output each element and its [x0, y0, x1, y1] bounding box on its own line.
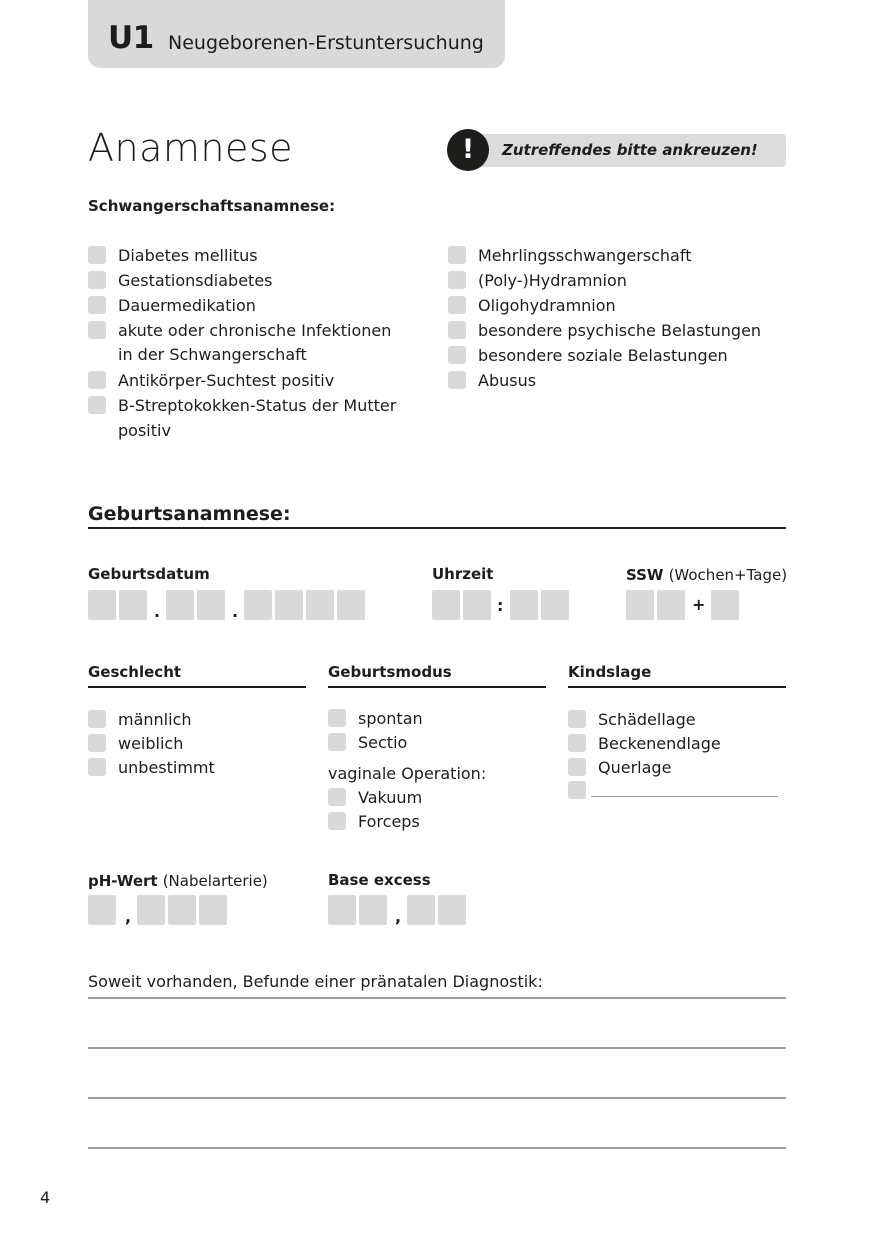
- checkbox-oligohydramnion[interactable]: [448, 295, 788, 320]
- time-hour-digit-1[interactable]: [432, 590, 460, 620]
- checkbox-label: Diabetes mellitus: [118, 246, 258, 265]
- date-month-digit-1[interactable]: [166, 590, 194, 620]
- checkbox-label: Dauermedikation: [118, 296, 256, 315]
- ssw-label-group: [626, 565, 787, 584]
- checkbox-label: (Poly-)Hydramnion: [478, 271, 627, 290]
- checkbox-psychological-stress[interactable]: [448, 320, 788, 345]
- checkbox-box[interactable]: [88, 371, 106, 389]
- ssw-weeks-digit-1[interactable]: [626, 590, 654, 620]
- vaginal-operation-label: vaginale Operation:: [328, 764, 487, 783]
- base-excess-label: Base excess: [328, 871, 431, 889]
- checkbox-label-continued: in der Schwangerschaft: [118, 345, 307, 364]
- checkbox-label: Abusus: [478, 371, 537, 390]
- time-separator: :: [497, 596, 504, 615]
- checkbox-box[interactable]: [448, 271, 466, 289]
- checkbox-label: Beckenendlage: [598, 734, 721, 753]
- date-day-digit-1[interactable]: [88, 590, 116, 620]
- checkbox-caesarean[interactable]: [328, 732, 538, 757]
- checkbox-box[interactable]: [328, 709, 346, 727]
- birth-history-label: Geburtsanamnese:: [88, 503, 291, 525]
- checkbox-label: Antikörper-Suchtest positiv: [118, 371, 335, 390]
- sex-label: Geschlecht: [88, 663, 182, 681]
- checkbox-label: Querlage: [598, 758, 672, 777]
- prenatal-diagnostics-label: Soweit vorhanden, Befunde einer pränatalen Diagnostik:: [88, 972, 543, 991]
- checkbox-male[interactable]: [88, 709, 298, 734]
- checkbox-box[interactable]: [88, 758, 106, 776]
- checkbox-b-streptococci[interactable]: [88, 395, 428, 420]
- instruction-text: Zutreffendes bitte ankreuzen!: [502, 141, 758, 159]
- ph-sublabel: (Nabelarterie): [162, 872, 268, 890]
- checkbox-label: Vakuum: [358, 788, 423, 807]
- checkbox-other-position[interactable]: [568, 781, 586, 799]
- checkbox-box[interactable]: [88, 296, 106, 314]
- checkbox-box[interactable]: [568, 758, 586, 776]
- date-day-digit-2[interactable]: [119, 590, 147, 620]
- checkbox-transverse[interactable]: [568, 757, 778, 782]
- checkbox-label: unbestimmt: [118, 758, 215, 777]
- form-code: U1: [108, 20, 154, 56]
- ssw-days-digit[interactable]: [711, 590, 739, 620]
- time-minute-digit-1[interactable]: [510, 590, 538, 620]
- ssw-weeks-digit-2[interactable]: [657, 590, 685, 620]
- prenatal-line-3[interactable]: [88, 1097, 786, 1099]
- ph-label-group: [88, 871, 268, 890]
- checkbox-box[interactable]: [568, 710, 586, 728]
- date-year-digit-4[interactable]: [337, 590, 365, 620]
- checkbox-cephalic[interactable]: [568, 709, 778, 734]
- ph-digit-1[interactable]: [88, 895, 116, 925]
- other-position-field[interactable]: [591, 796, 778, 797]
- checkbox-label: männlich: [118, 710, 192, 729]
- checkbox-breech[interactable]: [568, 733, 778, 758]
- sex-divider: [88, 686, 306, 688]
- date-year-digit-3[interactable]: [306, 590, 334, 620]
- ph-digit-4[interactable]: [199, 895, 227, 925]
- time-label: Uhrzeit: [432, 565, 494, 583]
- checkbox-spontaneous[interactable]: [328, 708, 538, 733]
- ph-digit-3[interactable]: [168, 895, 196, 925]
- time-hour-digit-2[interactable]: [463, 590, 491, 620]
- exclamation-icon: !: [447, 129, 489, 171]
- ssw-label: SSW: [626, 566, 664, 584]
- child-position-label: Kindslage: [568, 663, 652, 681]
- birth-mode-label: Geburtsmodus: [328, 663, 452, 681]
- checkbox-box[interactable]: [88, 734, 106, 752]
- checkbox-label: Oligohydramnion: [478, 296, 616, 315]
- checkbox-box[interactable]: [88, 271, 106, 289]
- base-excess-digit-1[interactable]: [328, 895, 356, 925]
- form-title: Neugeborenen-Erstuntersuchung: [168, 32, 484, 54]
- date-month-digit-2[interactable]: [197, 590, 225, 620]
- prenatal-line-2[interactable]: [88, 1047, 786, 1049]
- base-excess-decimal-separator: ,: [395, 907, 402, 926]
- checkbox-box[interactable]: [448, 296, 466, 314]
- checkbox-label: Mehrlingsschwangerschaft: [478, 246, 692, 265]
- date-separator: .: [154, 602, 161, 621]
- checkbox-abuse[interactable]: [448, 370, 788, 395]
- ph-label: pH-Wert: [88, 872, 158, 890]
- pregnancy-history-label: Schwangerschaftsanamnese:: [88, 197, 336, 215]
- prenatal-line-4[interactable]: [88, 1147, 786, 1149]
- checkbox-box[interactable]: [448, 346, 466, 364]
- checkbox-label: spontan: [358, 709, 423, 728]
- section-title: Anamnese: [88, 126, 294, 170]
- checkbox-label: akute oder chronische Infektionen: [118, 321, 392, 340]
- date-year-digit-2[interactable]: [275, 590, 303, 620]
- checkbox-box[interactable]: [88, 710, 106, 728]
- base-excess-digit-3[interactable]: [407, 895, 435, 925]
- checkbox-undetermined[interactable]: [88, 757, 298, 782]
- checkbox-gestational-diabetes[interactable]: [88, 270, 428, 295]
- date-year-digit-1[interactable]: [244, 590, 272, 620]
- checkbox-vacuum[interactable]: [328, 787, 538, 812]
- checkbox-box[interactable]: [568, 734, 586, 752]
- checkbox-infections[interactable]: [88, 320, 428, 345]
- checkbox-social-stress[interactable]: [448, 345, 788, 370]
- child-position-divider: [568, 686, 786, 688]
- ssw-sublabel: (Wochen+Tage): [668, 566, 788, 584]
- ssw-plus-sign: +: [692, 595, 706, 614]
- checkbox-box[interactable]: [88, 396, 106, 414]
- checkbox-label: besondere psychische Belastungen: [478, 321, 762, 340]
- checkbox-box[interactable]: [328, 733, 346, 751]
- checkbox-label: Gestationsdiabetes: [118, 271, 273, 290]
- checkbox-label: B-Streptokokken-Status der Mutter: [118, 396, 397, 415]
- checkbox-diabetes[interactable]: [88, 245, 428, 270]
- date-separator: .: [232, 602, 239, 621]
- checkbox-label: Schädellage: [598, 710, 696, 729]
- checkbox-antibody-test[interactable]: [88, 370, 428, 395]
- checkbox-label: weiblich: [118, 734, 184, 753]
- checkbox-permanent-medication[interactable]: [88, 295, 428, 320]
- checkbox-box[interactable]: [448, 371, 466, 389]
- base-excess-digit-2[interactable]: [359, 895, 387, 925]
- checkbox-box[interactable]: [448, 246, 466, 264]
- checkbox-box[interactable]: [88, 321, 106, 339]
- time-minute-digit-2[interactable]: [541, 590, 569, 620]
- ph-decimal-separator: ,: [125, 907, 132, 926]
- base-excess-digit-4[interactable]: [438, 895, 466, 925]
- checkbox-box[interactable]: [448, 321, 466, 339]
- prenatal-line-1[interactable]: [88, 997, 786, 999]
- checkbox-box[interactable]: [328, 812, 346, 830]
- birth-date-label: Geburtsdatum: [88, 565, 210, 583]
- checkbox-box[interactable]: [88, 246, 106, 264]
- ph-digit-2[interactable]: [137, 895, 165, 925]
- checkbox-label: Sectio: [358, 733, 408, 752]
- section-divider: [88, 527, 786, 529]
- page-number: 4: [40, 1188, 51, 1207]
- checkbox-label-continued: positiv: [118, 421, 171, 440]
- checkbox-label: Forceps: [358, 812, 420, 831]
- checkbox-polyhydramnion[interactable]: [448, 270, 788, 295]
- checkbox-multiple-pregnancy[interactable]: [448, 245, 788, 270]
- checkbox-label: besondere soziale Belastungen: [478, 346, 728, 365]
- checkbox-female[interactable]: [88, 733, 298, 758]
- checkbox-box[interactable]: [328, 788, 346, 806]
- checkbox-forceps[interactable]: [328, 811, 538, 836]
- birth-mode-divider: [328, 686, 546, 688]
